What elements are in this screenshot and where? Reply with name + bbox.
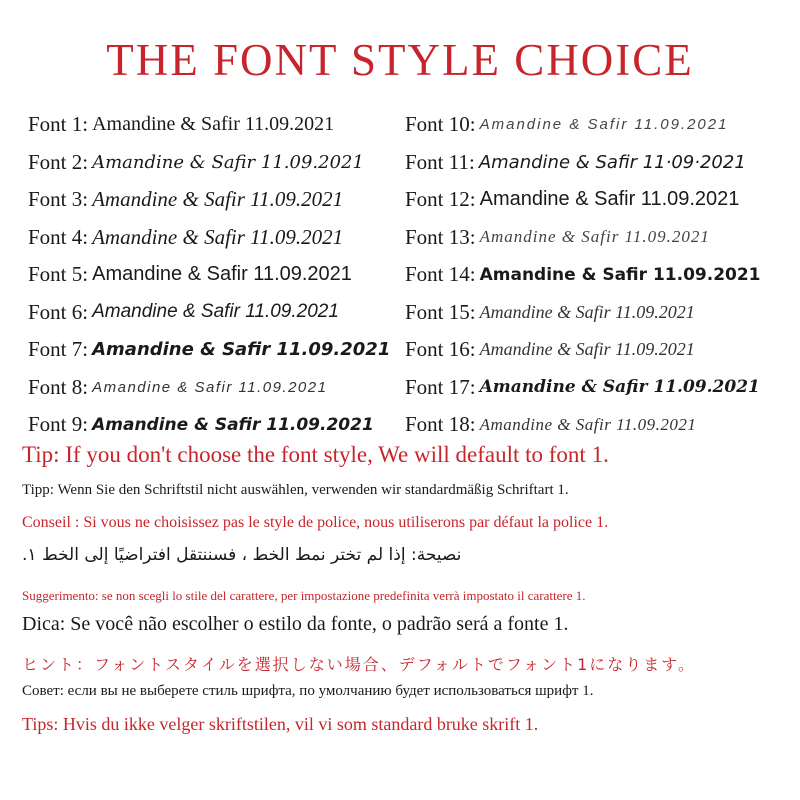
tip-arabic: نصيحة: إذا لم تختر نمط الخط ، فسننتقل افتراضيًا إلى الخط ١.: [22, 545, 462, 565]
font-option-5: [28, 256, 390, 294]
font-sample: Amandine & Safir 11·09·2021: [478, 151, 746, 173]
font-sample: Amandine & Safir 11.09.2021: [479, 301, 695, 322]
font-option-16: [405, 331, 761, 369]
font-sample: Amandine & Safir 11.09.2021: [92, 414, 374, 435]
font-sample: Amandine & Safir 11.09.2021: [92, 187, 344, 212]
font-option-4: [28, 219, 390, 257]
font-label: Font 14:: [405, 262, 476, 287]
tip-japanese: ヒント：フォントスタイルを選択しない場合、デフォルトでフォント1になります。: [22, 655, 697, 674]
font-label: Font 10:: [405, 112, 476, 137]
font-option-1: [28, 106, 390, 144]
font-label: Font 12:: [405, 187, 476, 212]
font-label: Font 6:: [28, 299, 89, 324]
font-sample: Amandine & Safir 11.09.2021: [92, 151, 364, 173]
font-label: Font 2:: [28, 149, 89, 174]
font-option-17: [405, 369, 761, 407]
font-label: Font 7:: [28, 337, 89, 362]
font-option-15: [405, 294, 761, 332]
font-label: Font 5:: [28, 262, 89, 287]
tip-english: Tip: If you don't choose the font style, We will default to font 1.: [22, 442, 609, 467]
font-option-10: [405, 106, 761, 144]
font-sample: Amandine & Safir 11.09.2021: [479, 339, 695, 360]
font-option-9: [28, 406, 390, 444]
font-label: Font 16:: [405, 337, 476, 362]
font-option-14: [405, 256, 761, 294]
font-label: Font 1:: [28, 112, 89, 137]
font-option-2: [28, 144, 390, 182]
tip-russian: Совет: если вы не выберете стиль шрифта, по умолчанию будет использоваться шрифт 1.: [22, 683, 594, 699]
font-option-3: [28, 181, 390, 219]
font-sample: Amandine & Safir 11.09.2021: [92, 263, 352, 286]
font-option-8: [28, 369, 390, 407]
font-option-7: [28, 331, 390, 369]
font-option-11: [405, 144, 761, 182]
font-label: Font 8:: [28, 374, 89, 399]
font-label: Font 3:: [28, 187, 89, 212]
font-sample: Amandine & Safir 11.09.2021: [92, 113, 335, 136]
font-option-12: [405, 181, 761, 219]
font-sample: Amandine & Safir 11.09.2021: [92, 224, 344, 249]
font-sample: Amandine & Safir 11.09.2021: [479, 227, 710, 247]
tip-italian: Suggerimento: se non scegli lo stile del carattere, per impostazione predefinita verrà impostato il carattere 1.: [22, 588, 586, 603]
tip-norwegian: Tips: Hvis du ikke velger skriftstilen, vil vi som standard bruke skrift 1.: [22, 714, 539, 734]
font-sample: Amandine & Safir 11.09.2021: [92, 378, 328, 396]
tip-portuguese: Dica: Se você não escolher o estilo da fonte, o padrão será a fonte 1.: [22, 613, 569, 635]
font-sample: Amandine & Safir 11.09.2021: [479, 116, 729, 134]
font-sample: Amandine & Safir 11.09.2021: [92, 339, 391, 361]
font-option-18: [405, 406, 761, 444]
font-label: Font 9:: [28, 412, 89, 437]
font-label: Font 17:: [405, 374, 476, 399]
font-list-left: [28, 106, 390, 444]
font-label: Font 15:: [405, 299, 476, 324]
font-sample: Amandine & Safir 11.09.2021: [479, 414, 697, 434]
font-label: Font 13:: [405, 224, 476, 249]
font-sample: Amandine & Safir 11.09.2021: [479, 377, 760, 398]
font-sample: Amandine & Safir 11.09.2021: [479, 188, 740, 211]
font-label: Font 18:: [405, 412, 476, 437]
font-label: Font 4:: [28, 224, 89, 249]
font-sample: Amandine & Safir 11.09.2021: [92, 301, 339, 323]
font-sample: Amandine & Safir 11.09.2021: [479, 264, 761, 285]
tip-german: Tipp: Wenn Sie den Schriftstil nicht auswählen, verwenden wir standardmäßig Schriftart 1.: [22, 482, 569, 498]
page-title: THE FONT STYLE CHOICE: [106, 35, 694, 85]
font-list-right: [405, 106, 761, 444]
tip-french: Conseil : Si vous ne choisissez pas le style de police, nous utiliserons par défaut la police 1.: [22, 514, 609, 531]
font-label: Font 11:: [405, 149, 475, 174]
font-option-13: [405, 219, 761, 257]
font-option-6: [28, 294, 390, 332]
